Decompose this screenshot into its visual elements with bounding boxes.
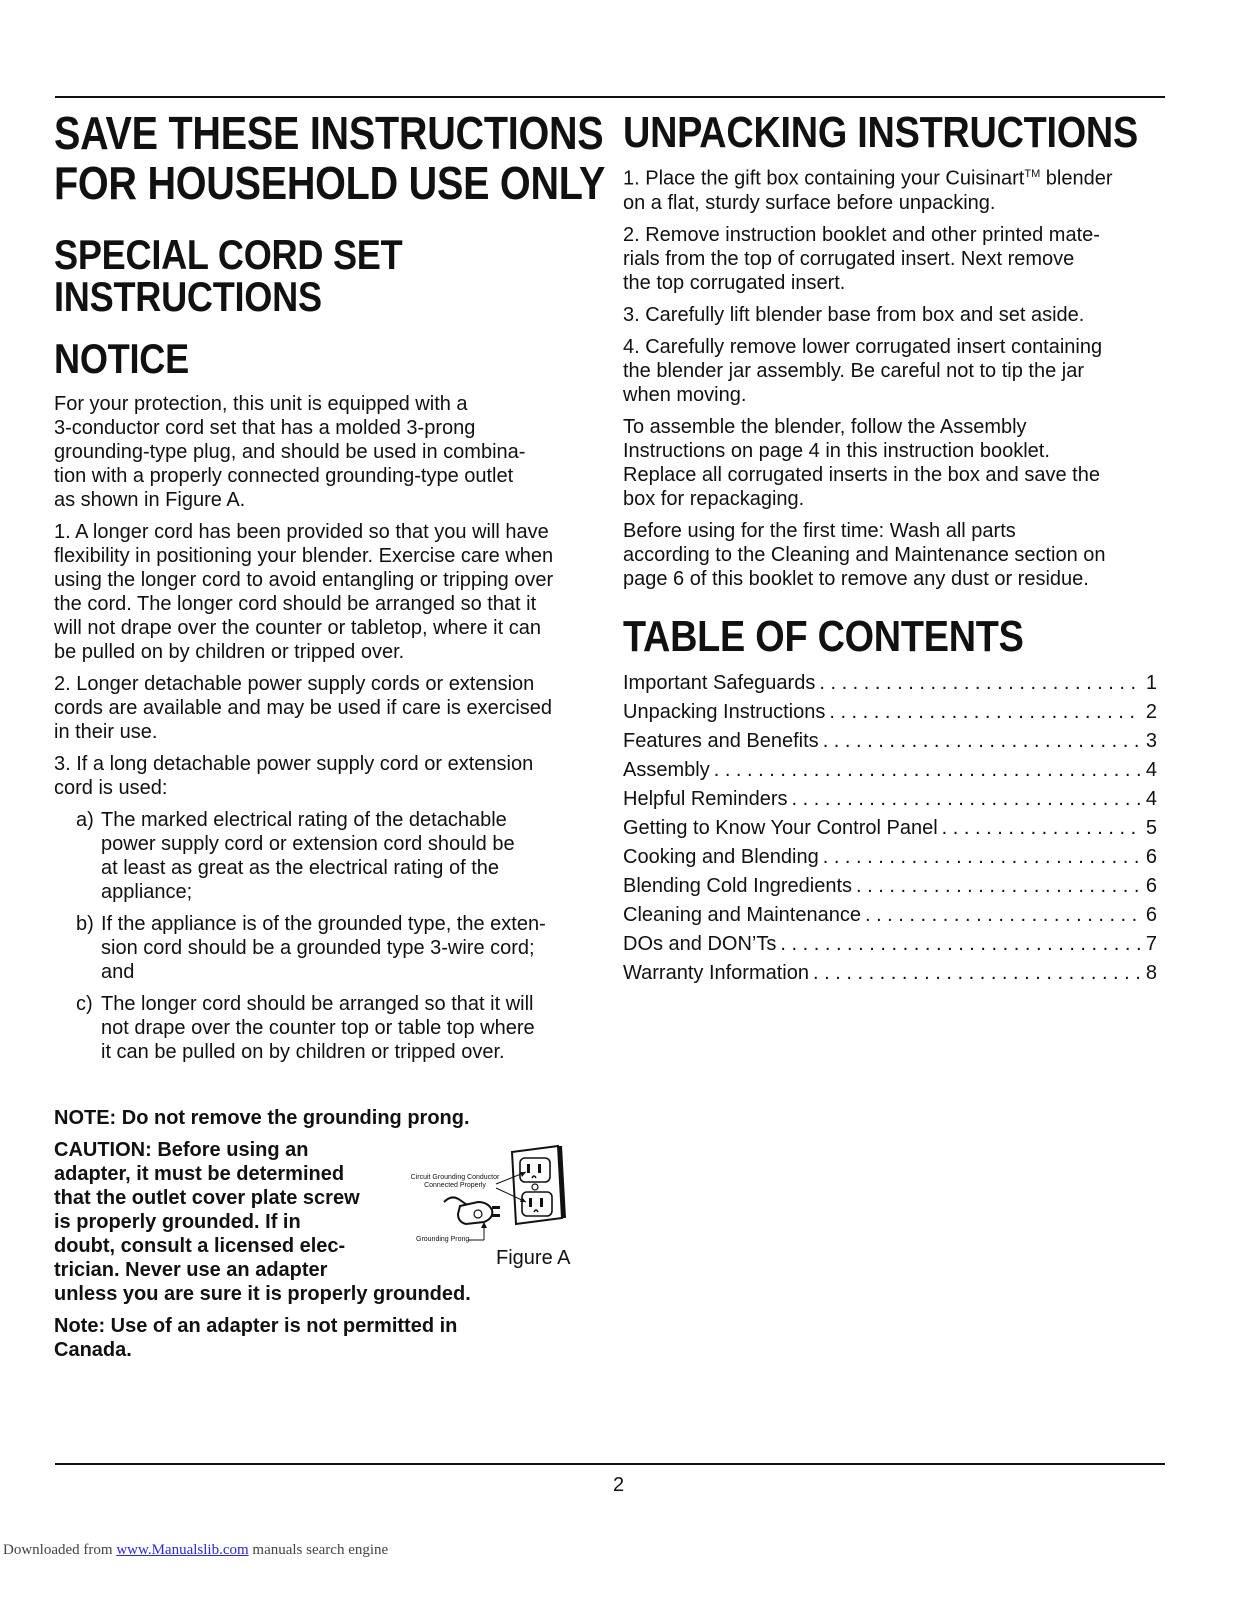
toc-title: Blending Cold Ingredients [623, 874, 853, 897]
toc-leader [829, 698, 1142, 727]
cord-item-2 [54, 672, 599, 744]
bottom-rule [55, 1463, 1165, 1465]
figure-a [408, 1144, 588, 1272]
toc-entry[interactable] [623, 930, 1157, 959]
download-footer [3, 1542, 388, 1559]
toc-leader [813, 959, 1142, 988]
text-line: CAUTION: Before using an [54, 1139, 309, 1161]
text-line: To assemble the blender, follow the Assembly [623, 415, 1027, 438]
text-line: and [101, 961, 135, 983]
text-line: If the appliance is of the grounded type, the exten- [101, 913, 546, 935]
toc-title: Assembly [623, 758, 710, 781]
footer-prefix: Downloaded from [3, 1542, 117, 1558]
table-of-contents [623, 669, 1168, 988]
toc-entry[interactable] [623, 872, 1157, 901]
right-column [623, 108, 1168, 988]
unpack-step-2 [623, 223, 1168, 295]
text-line: page 6 of this booklet to remove any dust or residue. [623, 567, 1089, 590]
prong-label: Grounding Prong [416, 1236, 470, 1243]
unpack-step-1 [623, 162, 1168, 215]
trademark-mark: TM [1024, 168, 1041, 180]
notice-paragraph [54, 392, 599, 512]
toc-page: 3 [1145, 729, 1157, 752]
text-line: be pulled on by children or tripped over. [54, 641, 405, 663]
text-line: grounding-type plug, and should be used in combina- [54, 441, 526, 463]
text-line: power supply cord or extension cord should be [101, 833, 515, 855]
toc-entry[interactable] [623, 959, 1157, 988]
text-line: using the longer cord to avoid entangling or tripping over [54, 569, 554, 591]
toc-entry[interactable] [623, 727, 1157, 756]
text-line: trician. Never use an adapter [54, 1259, 328, 1281]
text-line: it can be pulled on by children or tripped over. [101, 1041, 505, 1063]
unpack-step-4 [623, 335, 1168, 407]
toc-leader [780, 930, 1142, 959]
text-line: at least as great as the electrical rating of the [101, 857, 499, 879]
toc-title: Getting to Know Your Control Panel [623, 816, 938, 839]
unpacking-heading: UNPACKING INSTRUCTIONS [623, 108, 1138, 157]
text-line: The marked electrical rating of the detachable [101, 809, 507, 831]
figure-caption: Figure A [496, 1247, 571, 1269]
text-line: 3. Carefully lift blender base from box and set aside. [623, 303, 1085, 326]
toc-leader [823, 727, 1142, 756]
toc-title: Important Safeguards [623, 671, 816, 694]
assemble-paragraph [623, 415, 1168, 511]
toc-leader [819, 669, 1142, 698]
toc-page: 5 [1145, 816, 1157, 839]
subitem-a [76, 808, 599, 904]
text-line: the blender jar assembly. Be careful not to tip the jar [623, 359, 1084, 382]
text-line: 4. Carefully remove lower corrugated insert containing [623, 335, 1103, 358]
text-line: Note: Use of an adapter is not permitted in [54, 1315, 458, 1337]
text-line: 1. A longer cord has been provided so that you will have [54, 521, 549, 543]
toc-page: 6 [1145, 874, 1157, 897]
text-line: For your protection, this unit is equipped with a [54, 393, 468, 415]
toc-entry[interactable] [623, 669, 1157, 698]
text-line: appliance; [101, 881, 193, 903]
toc-page: 4 [1145, 787, 1157, 810]
toc-entry[interactable] [623, 814, 1157, 843]
cord-item-1 [54, 520, 599, 664]
text-line: as shown in Figure A. [54, 489, 246, 511]
text-line: in their use. [54, 721, 158, 743]
toc-entry[interactable] [623, 785, 1157, 814]
text-line: sion cord should be a grounded type 3-wire cord; [101, 937, 535, 959]
toc-page: 2 [1145, 700, 1157, 723]
toc-entry[interactable] [623, 843, 1157, 872]
unpack-step-3 [623, 303, 1168, 327]
text-line: Connected Properly [424, 1182, 486, 1189]
cord-item-3 [54, 752, 599, 800]
text-line: will not drape over the counter or tabletop, where it can [54, 617, 541, 639]
text-line: on a flat, sturdy surface before unpacking. [623, 191, 996, 214]
toc-leader [865, 901, 1142, 930]
text-line: rials from the top of corrugated insert. Next remove [623, 247, 1075, 270]
text-line: 3-conductor cord set that has a molded 3-prong [54, 417, 476, 439]
text-line: the top corrugated insert. [623, 271, 846, 294]
page-title-line-1: SAVE THESE INSTRUCTIONS [54, 107, 604, 159]
text-line: Before using for the first time: Wash all parts [623, 519, 1016, 542]
toc-title: Helpful Reminders [623, 787, 788, 810]
text-line: when moving. [623, 383, 747, 406]
toc-title: Cooking and Blending [623, 845, 819, 868]
note-canada [54, 1314, 599, 1362]
text-line: tion with a properly connected grounding-type outlet [54, 465, 514, 487]
toc-page: 4 [1145, 758, 1157, 781]
notice-heading: NOTICE [54, 335, 189, 382]
text-line: Replace all corrugated inserts in the box and save the [623, 463, 1100, 486]
cord-heading-line-2: INSTRUCTIONS [54, 273, 322, 320]
toc-title: Features and Benefits [623, 729, 819, 752]
toc-title: Unpacking Instructions [623, 700, 826, 723]
toc-leader [942, 814, 1142, 843]
toc-page: 1 [1145, 671, 1157, 694]
toc-page: 8 [1145, 961, 1157, 984]
cord-subitems [54, 808, 599, 1064]
conductor-label [408, 1174, 502, 1190]
subitem-c [76, 992, 599, 1064]
text-line [623, 162, 1168, 191]
text-line: 3. If a long detachable power supply cord or extension [54, 753, 534, 775]
caution-block [54, 1138, 599, 1306]
toc-title: Warranty Information [623, 961, 809, 984]
text-line: box for repackaging. [623, 487, 805, 510]
manualslib-link[interactable]: www.Manualslib.com [116, 1542, 249, 1558]
first-use-paragraph [623, 519, 1168, 591]
text-line: Canada. [54, 1339, 132, 1361]
text-line: doubt, consult a licensed elec- [54, 1235, 346, 1257]
subitem-b [76, 912, 599, 984]
toc-leader [856, 872, 1142, 901]
toc-leader [792, 785, 1142, 814]
text-span: blender [1040, 167, 1113, 190]
text-line: the cord. The longer cord should be arranged so that it [54, 593, 537, 615]
toc-leader [714, 756, 1142, 785]
toc-page: 7 [1145, 932, 1157, 955]
toc-entry[interactable] [623, 756, 1157, 785]
toc-heading: TABLE OF CONTENTS [623, 611, 1024, 661]
subitem-marker: a) [76, 809, 94, 831]
text-line: flexibility in positioning your blender. Exercise care when [54, 545, 554, 567]
toc-leader [823, 843, 1142, 872]
text-line: adapter, it must be determined [54, 1163, 345, 1185]
text-line: The longer cord should be arranged so that it will [101, 993, 534, 1015]
toc-title: DOs and DON’Ts [623, 932, 777, 955]
text-span: 1. Place the gift box containing your Cuisinart [623, 167, 1025, 190]
page-number: 2 [612, 1474, 625, 1496]
cord-heading-line-1: SPECIAL CORD SET [54, 231, 403, 278]
text-line: cord is used: [54, 777, 168, 799]
text-line: is properly grounded. If in [54, 1211, 301, 1233]
toc-entry[interactable] [623, 698, 1157, 727]
footer-suffix: manuals search engine [248, 1542, 389, 1558]
subitem-marker: c) [76, 993, 93, 1015]
text-line: cords are available and may be used if care is exercised [54, 697, 553, 719]
text-line: that the outlet cover plate screw [54, 1187, 360, 1209]
text-line: Instructions on page 4 in this instruction booklet. [623, 439, 1050, 462]
toc-title: Cleaning and Maintenance [623, 903, 861, 926]
text-line: 2. Remove instruction booklet and other printed mate- [623, 223, 1100, 246]
top-rule [55, 96, 1165, 98]
left-column [54, 107, 606, 1362]
toc-entry[interactable] [623, 901, 1157, 930]
text-line: 2. Longer detachable power supply cords or extension [54, 673, 535, 695]
text-line: unless you are sure it is properly grounded. [54, 1283, 471, 1305]
subitem-marker: b) [76, 913, 94, 935]
toc-page: 6 [1145, 903, 1157, 926]
text-line: not drape over the counter top or table top where [101, 1017, 535, 1039]
text-line: according to the Cleaning and Maintenance section on [623, 543, 1106, 566]
note-grounding-prong: NOTE: Do not remove the grounding prong. [54, 1107, 470, 1129]
page-title-line-2: FOR HOUSEHOLD USE ONLY [54, 157, 606, 209]
text-line: Circuit Grounding Conductor [410, 1174, 500, 1181]
toc-page: 6 [1145, 845, 1157, 868]
